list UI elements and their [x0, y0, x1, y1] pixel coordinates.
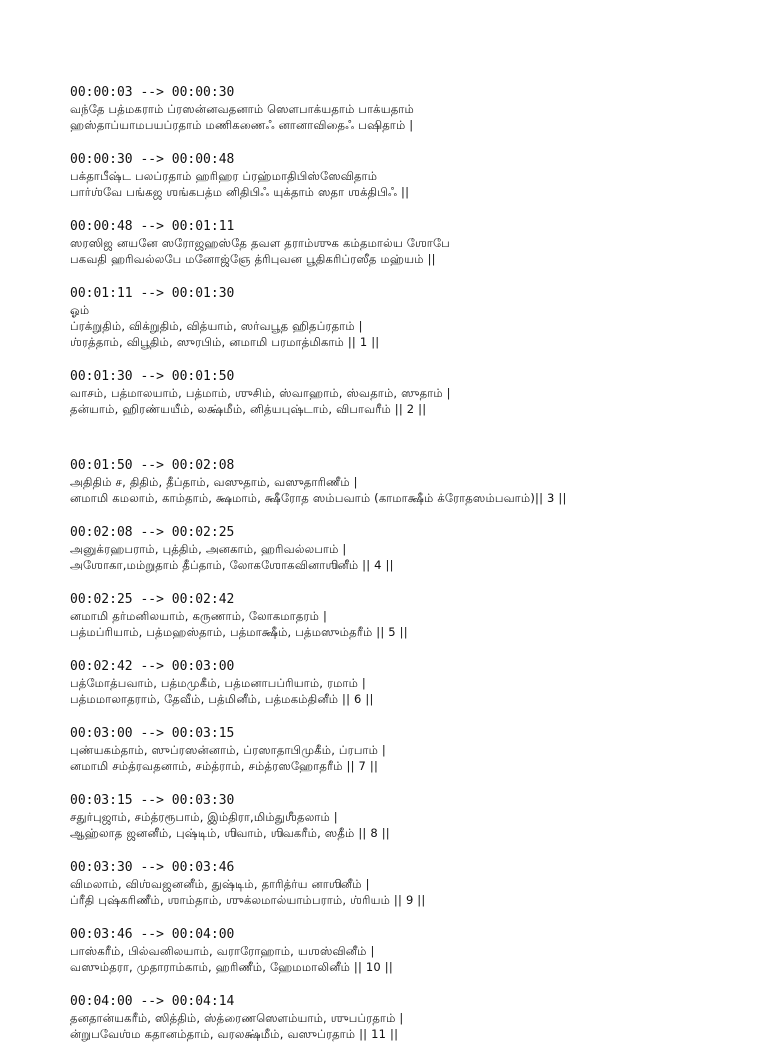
subtitle-cue — [70, 591, 710, 640]
cue-text-line: வாசம், பத்மாலயாம், பத்மாம், ஶுசிம், ஸ்வாஹாம், ஸ்வதாம், ஸுதாம் | — [70, 386, 451, 400]
cue-text-line: பத்மோத்பவாம், பத்மமுகீம், பத்மனாபப்ரியாம், ரமாம் | — [70, 676, 366, 690]
cue-timestamp: 00:04:00 --> 00:04:14 — [70, 994, 235, 1009]
cue-timestamp: 00:03:15 --> 00:03:30 — [70, 793, 235, 808]
cue-timestamp: 00:03:30 --> 00:03:46 — [70, 860, 235, 875]
subtitle-cue — [70, 859, 710, 908]
cue-text-line: ஸரஸிஜ னயனே ஸரோஜஹஸ்தே தவள தராம்ஶுக கம்தமால்ய ஶோபே — [70, 236, 450, 250]
cue-timestamp: 00:00:30 --> 00:00:48 — [70, 152, 235, 167]
cue-text-line: புண்யகம்தாம், ஸுப்ரஸன்னாம், ப்ரஸாதாபிமுகீம், ப்ரபாம் | — [70, 743, 386, 757]
cue-text-line: பாஸ்கரீம், பில்வனிலயாம், வராரோஹாம், யஶஸ்வினீம் | — [70, 944, 375, 958]
cue-timestamp: 00:03:00 --> 00:03:15 — [70, 726, 235, 741]
cue-timestamp: 00:01:50 --> 00:02:08 — [70, 458, 235, 473]
cue-timestamp: 00:02:42 --> 00:03:00 — [70, 659, 235, 674]
subtitle-cue — [70, 151, 710, 200]
subtitle-document — [70, 84, 710, 1060]
subtitle-cue — [70, 725, 710, 774]
subtitle-cue — [70, 84, 710, 133]
cue-text-line: ப்ரீதி புஷ்கரிணீம், ஶாம்தாம், ஶுக்லமால்யாம்பராம், ஶ்ரியம் || 9 || — [70, 893, 426, 907]
subtitle-cue — [70, 993, 710, 1042]
cue-text-line: பார்ஶ்வே பங்கஜ ஶங்கபத்ம னிதிபிஃ யுக்தாம் ஸதா ஶக்திபிஃ || — [70, 185, 410, 199]
cue-text-line: னமாமி கமலாம், காம்தாம், க்ஷமாம், க்ஷீரோத ஸம்பவாம் (காமாக்ஷீம் க்ரோதஸம்பவாம்)|| 3 || — [70, 491, 567, 505]
cue-text-line: பத்மமாலாதராம், தேவீம், பத்மினீம், பத்மகம்தினீம் || 6 || — [70, 692, 374, 706]
cue-text-line: வந்தே பத்மகராம் ப்ரஸன்னவதனாம் ஸௌபாக்யதாம் பாக்யதாம் — [70, 102, 414, 116]
subtitle-cue — [70, 218, 710, 267]
subtitle-cue — [70, 792, 710, 841]
cue-timestamp: 00:02:25 --> 00:02:42 — [70, 592, 235, 607]
cue-text-line: ஓம் — [70, 303, 90, 317]
subtitle-cue — [70, 524, 710, 573]
subtitle-cue — [70, 285, 710, 350]
cue-text-line: ஶ்ரத்தாம், விபூதிம், ஸுரபிம், னமாமி பரமாத்மிகாம் || 1 || — [70, 335, 380, 349]
cue-timestamp: 00:03:46 --> 00:04:00 — [70, 927, 235, 942]
cue-timestamp: 00:01:30 --> 00:01:50 — [70, 369, 235, 384]
cue-timestamp: 00:02:08 --> 00:02:25 — [70, 525, 235, 540]
subtitle-cue — [70, 457, 710, 506]
cue-text-line: வஸும்தரா, முதாராம்காம், ஹரிணீம், ஹேமமாலினீம் || 10 || — [70, 960, 393, 974]
cue-text-line: ன்றுபவேஶ்ம கதானம்தாம், வரலக்ஷ்மீம், வஸுப்ரதாம் || 11 || — [70, 1027, 399, 1041]
cue-text-line: அதிதிம் ச, திதிம், தீப்தாம், வஸுதாம், வஸுதாரிணீம் | — [70, 475, 358, 489]
cue-text-line: பத்மப்ரியாம், பத்மஹஸ்தாம், பத்மாக்ஷீம், பத்மஸும்தரீம் || 5 || — [70, 625, 408, 639]
cue-timestamp: 00:00:03 --> 00:00:30 — [70, 85, 235, 100]
cue-text-line: தனதான்யகரீம், ஸித்திம், ஸ்த்ரைணஸௌம்யாம், ஶுபப்ரதாம் | — [70, 1011, 404, 1025]
cue-text-line: ப்ரக்றுதிம், விக்றுதிம், வித்யாம், ஸர்வபூத ஹிதப்ரதாம் | — [70, 319, 363, 333]
cue-text-line: பகவதி ஹரிவல்லபே மனோஜ்ஞே த்ரிபுவன பூதிகரிப்ரஸீத மஹ்யம் || — [70, 252, 436, 266]
cue-timestamp: 00:00:48 --> 00:01:11 — [70, 219, 235, 234]
cue-text-line: சதுர்புஜாம், சம்த்ரரூபாம், இம்திரா,மிம்துஶீதலாம் | — [70, 810, 338, 824]
subtitle-cue — [70, 658, 710, 707]
cue-text-line: அனுக்ரஹபராம், புத்திம், அனகாம், ஹரிவல்லபாம் | — [70, 542, 347, 556]
cue-text-line: விமலாம், விஶ்வஜனனீம், துஷ்டிம், தாரித்ர்ய னாஶினீம் | — [70, 877, 370, 891]
cue-text-line: ஹஸ்தாப்யாமபயப்ரதாம் மணிகணைஃ னானாவிதைஃ பஷிதாம் | — [70, 118, 414, 132]
cue-text-line: அஶோகா,மம்றுதாம் தீப்தாம், லோகஶோகவினாஶினீம் || 4 || — [70, 558, 394, 572]
subtitle-cue — [70, 368, 710, 417]
cue-text-line: ஆஹ்லாத ஜனனீம், புஷ்டிம், ஶிவாம், ஶிவகரீம், ஸதீம் || 8 || — [70, 826, 390, 840]
cue-text-line: னமாமி தர்மனிலயாம், கருணாம், லோகமாதரம் | — [70, 609, 328, 623]
subtitle-cue — [70, 926, 710, 975]
cue-text-line: னமாமி சம்த்ரவதனாம், சம்த்ராம், சம்த்ரஸஹோதரீம் || 7 || — [70, 759, 379, 773]
cue-text-line: தன்யாம், ஹிரண்யயீம், லக்ஷ்மீம், னித்யபுஷ்டாம், விபாவரீம் || 2 || — [70, 402, 427, 416]
cue-timestamp: 00:01:11 --> 00:01:30 — [70, 286, 235, 301]
cue-text-line: பக்தாபீஷ்ட பலப்ரதாம் ஹரிஹர ப்ரஹ்மாதிபிஸ்ஸேவிதாம் — [70, 169, 378, 183]
